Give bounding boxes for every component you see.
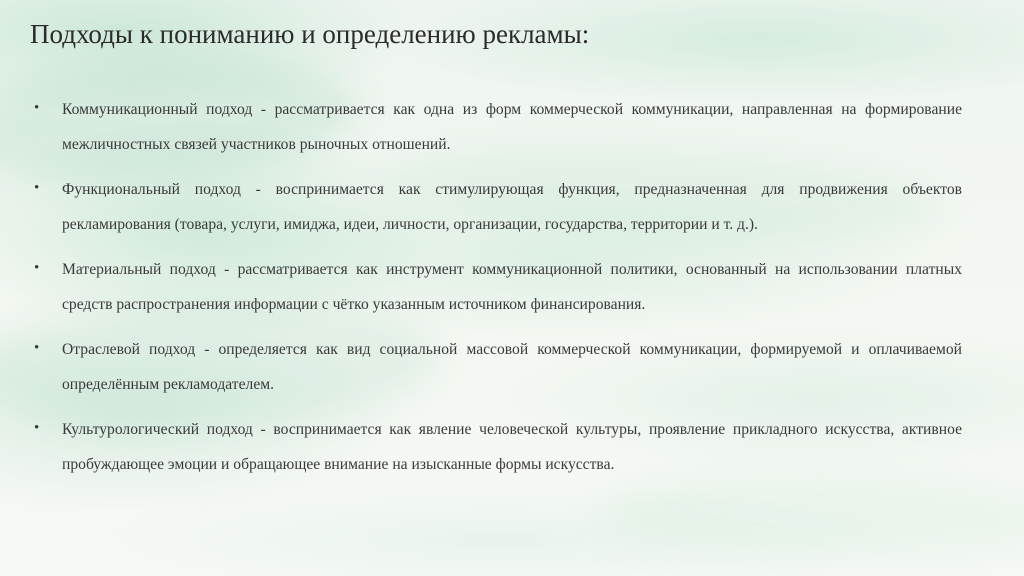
bullet-text: Коммуникационный подход - рассматривается как одна из форм коммерческой коммуникации, направленная на формирование межличностных связей участников рыночных отношений.	[62, 101, 962, 153]
bullet-icon: •	[34, 340, 40, 356]
slide-title: Подходы к пониманию и определению рекламы:	[30, 19, 590, 49]
bullet-icon: •	[34, 420, 40, 436]
bullet-text: Культурологический подход - воспринимается как явление человеческой культуры, проявление прикладного искусства, активное пробуждающее эмоции и обращающее внимание на изысканные формы искусства.	[62, 421, 962, 473]
bullet-icon: •	[34, 260, 40, 276]
bullet-text: Отраслевой подход - определяется как вид социальной массовой коммерческой коммуникации, формируемой и оплачиваемой определённым рекламодателем.	[62, 341, 962, 393]
bullet-item	[34, 92, 962, 162]
bullet-item	[34, 412, 962, 482]
bullet-text: Функциональный подход - воспринимается как стимулирующая функция, предназначенная для продвижения объектов рекламирования (товара, услуги, имиджа, идеи, личности, организации, государства, территории и т. д.).	[62, 181, 962, 233]
bullet-icon: •	[34, 100, 40, 116]
bullet-list	[34, 92, 962, 492]
bullet-icon: •	[34, 180, 40, 196]
bullet-item	[34, 332, 962, 402]
bullet-text: Материальный подход - рассматривается как инструмент коммуникационной политики, основанный на использовании платных средств распространения информации с чётко указанным источником финансирования.	[62, 261, 962, 313]
bullet-item	[34, 252, 962, 322]
bullet-item	[34, 172, 962, 242]
